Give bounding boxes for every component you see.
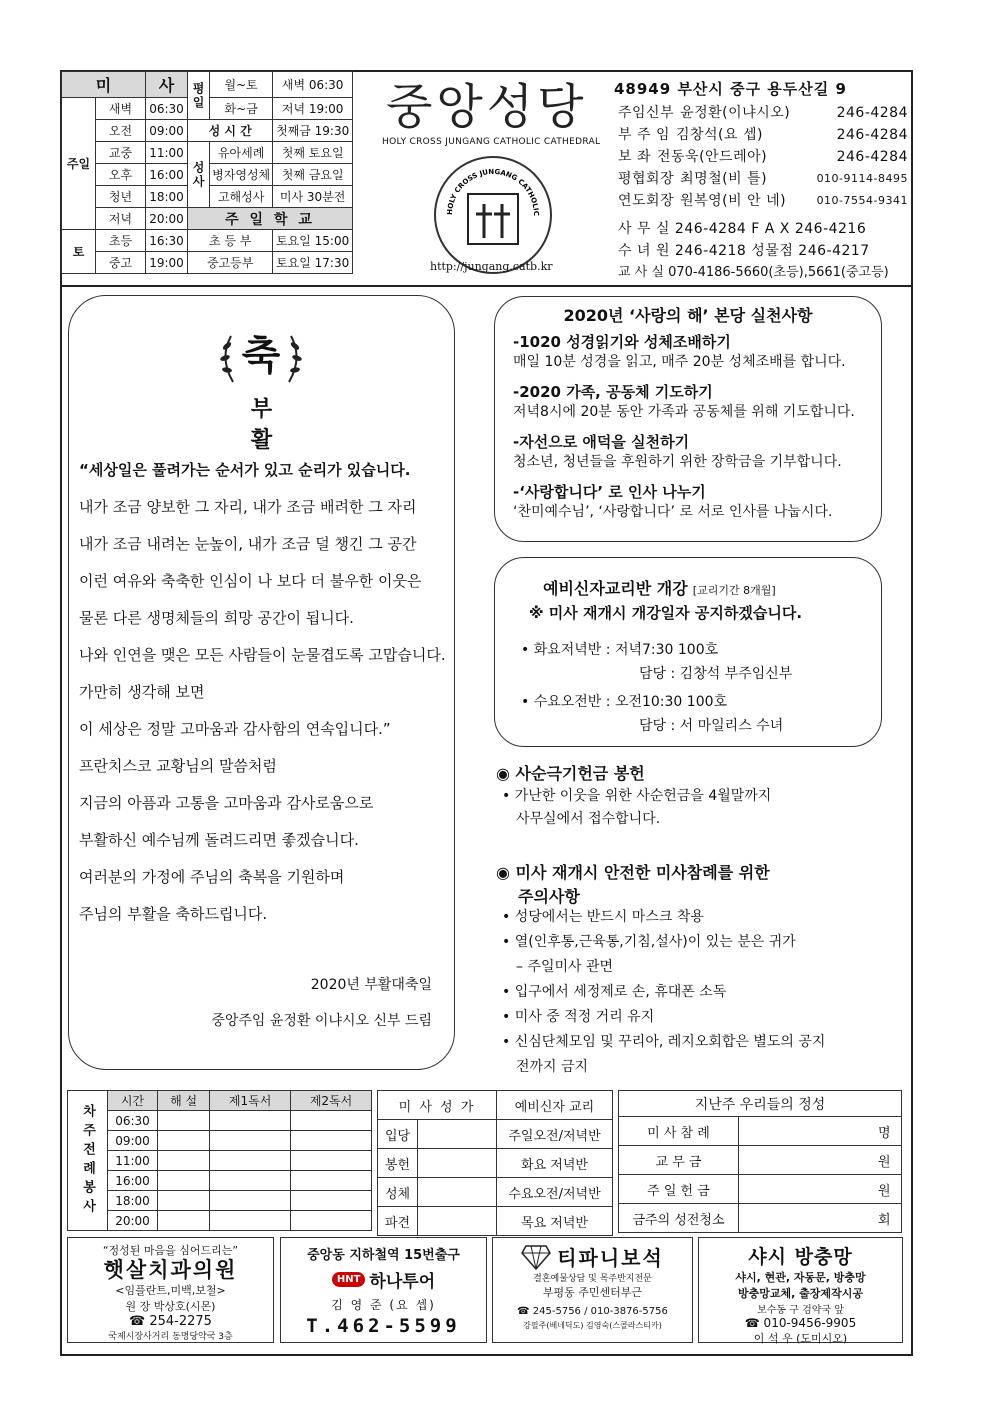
- catechism-class: 화요 저녁반: [497, 1149, 613, 1178]
- mass-header-sa: 사: [146, 72, 188, 98]
- service-cell: [210, 1191, 291, 1211]
- offering-value: [739, 1146, 868, 1175]
- lent-title: ◉ 사순극기헌금 봉헌: [496, 764, 645, 783]
- church-seal-icon: [434, 156, 552, 274]
- easter-line: 주님의 부활을 축하드립니다.: [79, 905, 268, 923]
- service-cell: [291, 1151, 372, 1171]
- church-title: 중앙성당: [386, 79, 588, 135]
- easter-line: 물론 다른 생명체들의 희망 공간이 됩니다.: [79, 609, 354, 627]
- offering-label: 미 사 참 례: [619, 1117, 739, 1146]
- practice-list: [513, 331, 879, 521]
- seal-graphic: [436, 158, 550, 272]
- hymn-cell: [418, 1207, 497, 1236]
- practice-body: 청소년, 청년들을 후원하기 위한 장학금을 기부합니다.: [513, 454, 842, 470]
- service-cell: [158, 1111, 210, 1131]
- sunday-row-time: 06:30: [146, 98, 188, 120]
- teacher-line: 교 사 실 070-4186-5660(초등),5661(중고등): [618, 265, 889, 280]
- weekday-time-1: 새벽 06:30: [273, 72, 353, 98]
- ad-dental-sub: <임플란트,미백,보철>: [115, 1284, 226, 1297]
- catechumen-notice: ※ 미사 재개시 개강일자 공지하겠습니다.: [529, 604, 803, 622]
- office-line: 사 무 실 246-4284 F A X 246-4216: [618, 221, 867, 237]
- service-cell: [210, 1171, 291, 1191]
- safety-list: [502, 905, 825, 1080]
- staff-list: [618, 102, 908, 212]
- svg-text:HOLY CROSS JUNGANG CATHOLIC CA: [436, 158, 540, 216]
- ad-travel-head: 중앙동 지하철역 15번출구: [307, 1248, 460, 1263]
- easter-line: 지금의 아픔과 고통을 고마움과 감사로움으로: [79, 794, 374, 812]
- hymn-header: 미 사 성 가: [378, 1091, 497, 1120]
- safety-title-2: 주의사항: [518, 887, 580, 906]
- catechumen-classes: [521, 638, 792, 738]
- easter-line: 나와 인연을 맺은 모든 사람들이 눈물겹도록 고맙습니다.: [79, 646, 446, 664]
- staff-name: 윤정환(이냐시오): [680, 105, 791, 121]
- staff-row: [618, 168, 908, 190]
- service-cell: [291, 1111, 372, 1131]
- offering-unit: 원: [868, 1146, 902, 1175]
- sacrament-label: 성사: [188, 142, 210, 208]
- safety-line: – 주일미사 관면: [516, 959, 614, 975]
- practice-head: -‘사랑합니다’ 로 인사 나누기: [513, 483, 706, 501]
- sunday-row-label: 교중: [96, 142, 146, 164]
- service-cell: [291, 1191, 372, 1211]
- practice-body: 저녁8시에 20분 동안 가족과 공동체를 위해 기도합니다.: [513, 404, 855, 420]
- easter-sign-name: 중앙주임 윤정환 이냐시오 신부 드림: [211, 1013, 432, 1029]
- school-dept: 중고등부: [188, 252, 273, 274]
- easter-line: 내가 조금 내려논 눈높이, 내가 조금 덜 챙긴 그 공간: [79, 535, 417, 553]
- church-address: 48949 부산시 중구 용두산길 9: [614, 80, 847, 98]
- sunday-row-time: 18:00: [146, 186, 188, 208]
- hymn-label: 입당: [378, 1120, 418, 1149]
- sunday-row-label: 오후: [96, 164, 146, 186]
- ad-window-tel: ☎ 010-9456-9905: [744, 1316, 857, 1330]
- easter-line: 이런 여유와 축축한 인심이 나 보다 더 불우한 이웃은: [79, 572, 422, 590]
- service-cell: [291, 1171, 372, 1191]
- ad-travel-brand: 하나투어: [369, 1272, 436, 1292]
- weekday-range-1: 월~토: [210, 72, 273, 98]
- service-cell: [291, 1131, 372, 1151]
- service-header: 해 설: [158, 1091, 210, 1111]
- hymn-label: 파견: [378, 1207, 418, 1236]
- sunday-row-time: 11:00: [146, 142, 188, 164]
- class-teacher: 담당 : 서 마일리스 수녀: [639, 718, 784, 734]
- ad-window-l2: 방충망교체, 출장제작시공: [738, 1287, 863, 1300]
- practice-title: 2020년 ‘사랑의 해’ 본당 실천사항: [563, 306, 813, 325]
- sunday-row-time: 20:00: [146, 208, 188, 230]
- ad-dental-tel: ☎ 254-2275: [129, 1314, 212, 1329]
- ad-jewelry-owner: 강필주(베네딕도) 김영숙(스콜라스티카): [523, 1321, 662, 1330]
- service-time: 11:00: [108, 1151, 158, 1171]
- service-cell: [158, 1171, 210, 1191]
- chuk-character: 축: [241, 333, 281, 379]
- easter-line: 여러분의 가정에 주님의 축복을 기원하며: [79, 868, 345, 886]
- practice-body: 매일 10분 성경을 읽고, 매주 20분 성체조배를 합니다.: [513, 354, 846, 370]
- offering-unit: 원: [868, 1175, 902, 1204]
- staff-row: [618, 146, 908, 168]
- class-line: • 수요오전반 : 오전10:30 100호: [521, 694, 728, 710]
- hnt-logo-icon: HNT: [332, 1272, 366, 1287]
- ad-travel: [280, 1237, 487, 1343]
- catechism-header: 예비신자 교리: [497, 1091, 613, 1120]
- staff-phone: 010-9114-8495: [816, 172, 908, 185]
- service-header: 제2독서: [291, 1091, 372, 1111]
- ad-travel-person: 김 영 준 (요 셉): [331, 1298, 436, 1312]
- weekday-time-2: 저녁 19:00: [273, 98, 353, 120]
- staff-name: 김창석(요 셉): [675, 127, 763, 143]
- diamond-icon: [521, 1244, 551, 1270]
- offering-title: 지난주 우리들의 정성: [619, 1091, 902, 1117]
- sunday-school-label: 주 일 학 교: [188, 208, 353, 230]
- ad-jewelry-name: 티파니보석: [557, 1246, 664, 1270]
- catechism-class: 수요오전/저녁반: [497, 1178, 613, 1207]
- class-line: • 화요저녁반 : 저녁7:30 100호: [521, 642, 719, 658]
- school-time: 토요일 17:30: [273, 252, 353, 274]
- offering-value: [739, 1175, 868, 1204]
- staff-row: [618, 102, 908, 124]
- sacrament-name: 병자영성체: [210, 164, 273, 186]
- saturday-row-time: 19:00: [146, 252, 188, 274]
- service-time: 09:00: [108, 1131, 158, 1151]
- church-subtitle: HOLY CROSS JUNGANG CATHOLIC CATHEDRAL: [382, 137, 601, 147]
- ad-window-name: 샤시 방충망: [748, 1246, 853, 1268]
- ad-dental: [67, 1237, 274, 1343]
- safety-line: • 성당에서는 반드시 마스크 착용: [502, 909, 704, 925]
- offering-value: [739, 1117, 868, 1146]
- practice-box: [494, 296, 882, 542]
- staff-role: 연도회장: [618, 193, 675, 209]
- hymn-cell: [418, 1120, 497, 1149]
- staff-phone: 246-4284: [836, 105, 908, 121]
- service-cell: [210, 1111, 291, 1131]
- seal-text: HOLY CROSS JUNGANG CATHOLIC: [445, 167, 541, 217]
- staff-row: [618, 190, 908, 212]
- ad-travel-logo: [281, 1267, 486, 1292]
- service-table: [67, 1090, 372, 1231]
- chuk-emblem: [211, 326, 311, 386]
- ad-dental-addr: 국제시장사거리 동명당약국 3층: [108, 1332, 233, 1342]
- safety-line: • 입구에서 세정제로 손, 휴대폰 소독: [502, 984, 727, 1000]
- staff-row: [618, 124, 908, 146]
- seongsi-label: 성 시 간: [188, 120, 273, 142]
- ad-window-l3: 보수동 구 검약국 앞: [757, 1305, 844, 1316]
- easter-message-box: [68, 295, 455, 1070]
- easter-heading: 부 활: [250, 397, 383, 453]
- saturday-row-label: 초등: [96, 230, 146, 252]
- lent-body: [502, 784, 771, 829]
- sunday-row-label: 저녁: [96, 208, 146, 230]
- weekday-label: 평일: [188, 72, 210, 120]
- easter-line: “세상일은 풀려가는 순서가 있고 순리가 있습니다.: [79, 461, 411, 479]
- service-cell: [291, 1211, 372, 1231]
- safety-line: • 열(인후통,근육통,기침,설사)이 있는 분은 귀가: [502, 934, 796, 950]
- lent-line: 사무실에서 접수합니다.: [516, 811, 661, 827]
- service-time: 16:00: [108, 1171, 158, 1191]
- school-dept: 초 등 부: [188, 230, 273, 252]
- offering-label: 교 무 금: [619, 1146, 739, 1175]
- easter-sign-date: 2020년 부활대축일: [310, 977, 432, 993]
- ad-dental-director: 원 장 박상호(시몬): [125, 1300, 216, 1313]
- offering-unit: 명: [868, 1117, 902, 1146]
- catechumen-title: 예비신자교리반 개강: [543, 579, 688, 598]
- ad-window-owner: 이 석 우 (도미시오): [753, 1332, 848, 1345]
- hymn-label: 봉헌: [378, 1149, 418, 1178]
- hymn-table: [377, 1090, 613, 1236]
- easter-body: [79, 452, 449, 933]
- ad-dental-tag: “정성된 마음을 심어드리는”: [102, 1244, 239, 1257]
- service-header: 시간: [108, 1091, 158, 1111]
- mass-schedule-table: [61, 71, 353, 274]
- service-header: 제1독서: [210, 1091, 291, 1111]
- saturday-row-time: 16:30: [146, 230, 188, 252]
- practice-head: -1020 성경읽기와 성체조배하기: [513, 333, 731, 351]
- easter-line: 가만히 생각해 보면: [79, 683, 205, 701]
- offering-label: 금주의 성전청소: [619, 1204, 739, 1233]
- ad-jewelry: [492, 1237, 693, 1343]
- saturday-label: 토: [62, 230, 96, 274]
- saturday-row-label: 중고: [96, 252, 146, 274]
- easter-line: 이 세상은 정말 고마움과 감사함의 연속입니다.”: [79, 720, 391, 738]
- staff-name: 원복영(비 안 네): [680, 193, 787, 209]
- ad-jewelry-desc: 결혼예물상담 및 목주반지전문: [533, 1274, 652, 1284]
- header-divider: [61, 285, 912, 287]
- service-cell: [210, 1151, 291, 1171]
- sunday-row-label: 청년: [96, 186, 146, 208]
- staff-phone: 246-4284: [836, 149, 908, 165]
- staff-name: 전동욱(안드레아): [657, 149, 768, 165]
- service-time: 06:30: [108, 1111, 158, 1131]
- practice-head: -자선으로 애덕을 실천하기: [513, 433, 690, 451]
- ad-jewelry-tel: ☎ 245-5756 / 010-3876-5756: [517, 1306, 668, 1317]
- sunday-row-label: 오전: [96, 120, 146, 142]
- hymn-cell: [418, 1149, 497, 1178]
- ad-dental-name: 햇살치과의원: [103, 1258, 238, 1282]
- staff-role: 평협회장: [618, 171, 675, 187]
- offering-table: [618, 1090, 902, 1233]
- easter-line: 프란치스코 교황님의 말씀처럼: [79, 757, 277, 775]
- easter-line: 내가 조금 양보한 그 자리, 내가 조금 배려한 그 자리: [79, 498, 417, 516]
- catechumen-box: [494, 557, 882, 747]
- service-side-label: 차주전례봉사: [68, 1091, 108, 1231]
- sunday-label: 주일: [62, 98, 96, 230]
- sacrament-name: 고해성사: [210, 186, 273, 208]
- hymn-cell: [418, 1178, 497, 1207]
- staff-role: 보 좌: [618, 149, 651, 165]
- mass-header-mi: 미: [62, 72, 146, 98]
- practice-head: -2020 가족, 공동체 기도하기: [513, 383, 713, 401]
- offering-value: [739, 1204, 868, 1233]
- catechism-class: 주일오전/저녁반: [497, 1120, 613, 1149]
- offering-label: 주 일 헌 금: [619, 1175, 739, 1204]
- sunday-row-label: 새벽: [96, 98, 146, 120]
- staff-phone: 010-7554-9341: [816, 194, 908, 207]
- sacrament-name: 유아세례: [210, 142, 273, 164]
- lent-line: • 가난한 이웃을 위한 사순헌금을 4월말까지: [502, 788, 772, 804]
- class-teacher: 담당 : 김창석 부주임신부: [639, 666, 793, 682]
- church-url[interactable]: http://jungang.catb.kr: [430, 260, 553, 273]
- school-time: 토요일 15:00: [273, 230, 353, 252]
- ad-jewelry-desc2: 부평동 주민센터부근: [542, 1286, 643, 1299]
- service-cell: [210, 1211, 291, 1231]
- catechumen-heading: [543, 576, 776, 599]
- practice-body: ‘찬미예수님’, ‘사랑합니다’ 로 서로 인사를 나눕시다.: [513, 504, 833, 520]
- staff-role: 주임신부: [618, 105, 675, 121]
- sacrament-time: 첫째 금요일: [273, 164, 353, 186]
- ad-jewelry-header: [493, 1242, 692, 1271]
- hymn-label: 성체: [378, 1178, 418, 1207]
- sacrament-time: 미사 30분전: [273, 186, 353, 208]
- service-cell: [158, 1191, 210, 1211]
- ad-window-l1: 샤시, 현관, 자동문, 방충망: [735, 1271, 866, 1284]
- easter-line: 부활하신 예수님께 돌려드리면 좋겠습니다.: [79, 831, 359, 849]
- convent-line: 수 녀 원 246-4218 성물점 246-4217: [618, 243, 870, 259]
- safety-title: ◉ 미사 재개시 안전한 미사참례를 위한: [496, 863, 770, 882]
- offering-unit: 회: [868, 1204, 902, 1233]
- service-cell: [158, 1131, 210, 1151]
- staff-phone: 246-4284: [836, 127, 908, 143]
- service-cell: [158, 1151, 210, 1171]
- seongsi-time: 첫째금 19:30: [273, 120, 353, 142]
- ad-travel-tel: T.462-5599: [306, 1315, 461, 1337]
- service-time: 18:00: [108, 1191, 158, 1211]
- service-time: 20:00: [108, 1211, 158, 1231]
- sunday-row-time: 09:00: [146, 120, 188, 142]
- safety-line: • 미사 중 적정 거리 유지: [502, 1009, 655, 1025]
- service-cell: [158, 1211, 210, 1231]
- safety-line: 전까지 금지: [516, 1059, 589, 1075]
- sacrament-time: 첫째 토요일: [273, 142, 353, 164]
- staff-name: 최명철(비 틀): [680, 171, 768, 187]
- sunday-row-time: 16:00: [146, 164, 188, 186]
- ad-window: [698, 1237, 903, 1343]
- catechumen-period: [교리기간 8개월]: [692, 584, 776, 597]
- staff-role: 부 주 임: [618, 127, 670, 143]
- weekday-range-2: 화~금: [210, 98, 273, 120]
- office-contacts: [618, 218, 908, 284]
- safety-line: • 신심단체모임 및 꾸리아, 레지오회합은 별도의 공지: [502, 1034, 826, 1050]
- service-cell: [210, 1131, 291, 1151]
- catechism-class: 목요 저녁반: [497, 1207, 613, 1236]
